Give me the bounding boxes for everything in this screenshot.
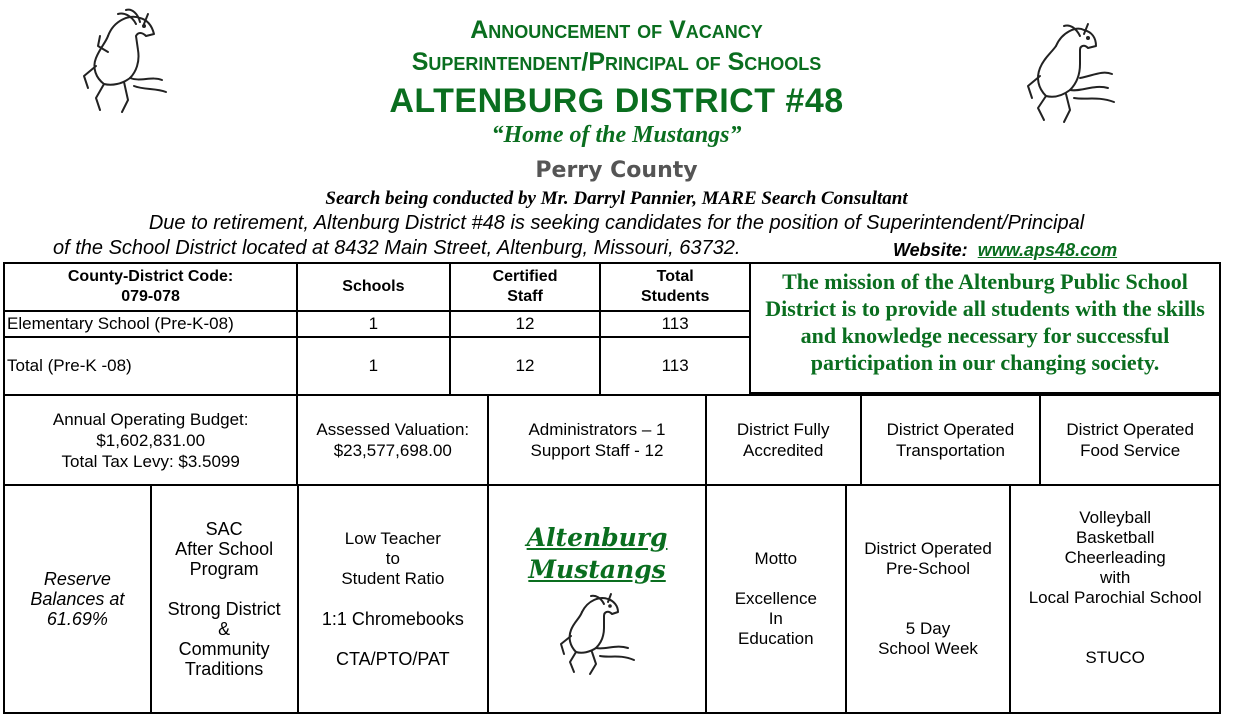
programs-cell: SAC After School Program Strong District & Community Traditions (151, 485, 298, 713)
table-row (4, 311, 750, 337)
row-students: 113 (600, 311, 750, 337)
logo-text-mustangs: Mustangs (528, 555, 666, 584)
district-slogan: “Home of the Mustangs” (491, 122, 742, 148)
food-service-cell: District Operated Food Service (1040, 395, 1220, 485)
table-row (4, 337, 750, 395)
schools-header: Schools (297, 263, 450, 311)
preschool-cell: District Operated Pre-School 5 Day School Week (846, 485, 1011, 713)
accreditation-cell: District Fully Accredited (706, 395, 861, 485)
motto-cell: Motto Excellence In Education (706, 485, 846, 713)
mustang-mascot-icon (556, 590, 638, 676)
ratio-cell: Low Teacher to Student Ratio 1:1 Chromebooks CTA/PTO/PAT (298, 485, 489, 713)
mission-statement: The mission of the Altenburg Public School District is to provide all students with the skills and knowledge necessary for successful participation in our changing society. (751, 262, 1221, 394)
logo-text-altenburg: Altenburg (526, 523, 668, 552)
row-staff: 12 (450, 311, 601, 337)
district-title: ALTENBURG DISTRICT #48 (389, 82, 844, 120)
staff-count-cell: Administrators – 1 Support Staff - 12 (488, 395, 706, 485)
district-features-row (3, 484, 1221, 714)
row-label: Total (Pre-K -08) (4, 337, 297, 395)
vacancy-description-line2: of the School District located at 8432 Main Street, Altenburg, Missouri, 63732. (53, 237, 741, 259)
assessed-valuation-cell: Assessed Valuation: $23,577,698.00 (297, 395, 488, 485)
row-label: Elementary School (Pre-K-08) (4, 311, 297, 337)
announcement-title: Announcement of Vacancy (470, 16, 763, 44)
budget-cell: Annual Operating Budget: $1,602,831.00 Total Tax Levy: $3.5099 (4, 395, 297, 485)
district-stats-table (3, 262, 751, 396)
row-staff: 12 (450, 337, 601, 395)
website-label: Website: (893, 240, 968, 260)
county-name: Perry County (535, 158, 698, 183)
website (893, 240, 1117, 261)
reserve-balances-cell: Reserve Balances at 61.69% (4, 485, 151, 713)
transportation-cell: District Operated Transportation (861, 395, 1041, 485)
position-title: Superintendent/Principal of Schools (411, 48, 822, 76)
certified-staff-header: Certified Staff (450, 263, 601, 311)
row-schools: 1 (297, 311, 450, 337)
activities-cell: Volleyball Basketball Cheerleading with Local Parochial School STUCO (1010, 485, 1220, 713)
website-link[interactable]: www.aps48.com (977, 240, 1118, 260)
row-students: 113 (600, 337, 750, 395)
district-facts-row (3, 394, 1221, 486)
mascot-logo-cell (488, 485, 706, 713)
row-schools: 1 (297, 337, 450, 395)
district-code-header: County-District Code: 079-078 (4, 263, 297, 311)
total-students-header: Total Students (600, 263, 750, 311)
table-header-row (4, 263, 750, 311)
search-consultant-line: Search being conducted by Mr. Darryl Pannier, MARE Search Consultant (325, 188, 908, 209)
vacancy-description-line1: Due to retirement, Altenburg District #48 is seeking candidates for the position of Superintendent/Principal (148, 212, 1085, 234)
